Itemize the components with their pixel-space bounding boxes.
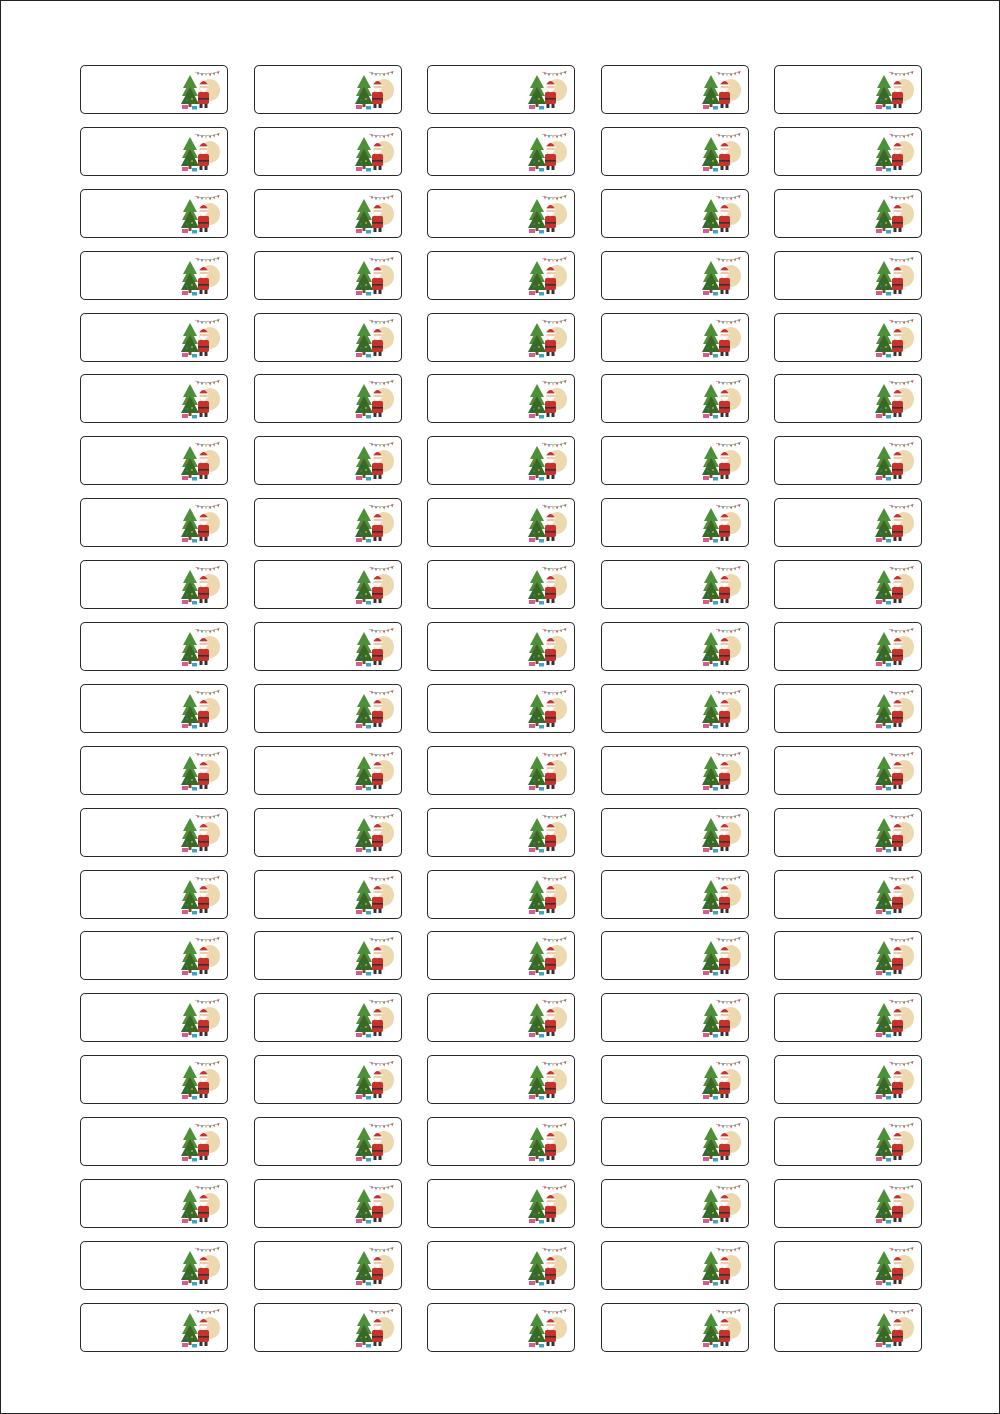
santa-christmas-tree-icon bbox=[702, 1244, 742, 1286]
address-label[interactable] bbox=[601, 746, 749, 795]
address-label[interactable] bbox=[601, 993, 749, 1042]
santa-christmas-tree-icon bbox=[181, 192, 221, 234]
address-label[interactable] bbox=[774, 808, 922, 857]
address-label[interactable] bbox=[80, 622, 228, 671]
santa-christmas-tree-icon bbox=[355, 316, 395, 358]
santa-christmas-tree-icon bbox=[528, 377, 568, 419]
santa-christmas-tree-icon bbox=[528, 68, 568, 110]
santa-christmas-tree-icon bbox=[702, 192, 742, 234]
santa-christmas-tree-icon bbox=[875, 1306, 915, 1348]
santa-christmas-tree-icon bbox=[355, 1244, 395, 1286]
santa-christmas-tree-icon bbox=[181, 1058, 221, 1100]
address-label[interactable] bbox=[601, 251, 749, 300]
santa-christmas-tree-icon bbox=[355, 934, 395, 976]
address-label[interactable] bbox=[80, 808, 228, 857]
santa-christmas-tree-icon bbox=[702, 1058, 742, 1100]
santa-christmas-tree-icon bbox=[528, 873, 568, 915]
santa-christmas-tree-icon bbox=[702, 316, 742, 358]
address-label[interactable] bbox=[427, 684, 575, 733]
address-label[interactable] bbox=[427, 931, 575, 980]
santa-christmas-tree-icon bbox=[875, 749, 915, 791]
address-label[interactable] bbox=[774, 1055, 922, 1104]
santa-christmas-tree-icon bbox=[528, 439, 568, 481]
santa-christmas-tree-icon bbox=[702, 501, 742, 543]
address-label[interactable] bbox=[254, 931, 402, 980]
santa-christmas-tree-icon bbox=[875, 934, 915, 976]
santa-christmas-tree-icon bbox=[528, 316, 568, 358]
address-label[interactable] bbox=[774, 1117, 922, 1166]
address-label[interactable] bbox=[427, 622, 575, 671]
santa-christmas-tree-icon bbox=[702, 687, 742, 729]
address-label[interactable] bbox=[254, 1055, 402, 1104]
address-label[interactable] bbox=[774, 622, 922, 671]
santa-christmas-tree-icon bbox=[355, 192, 395, 234]
santa-christmas-tree-icon bbox=[355, 130, 395, 172]
address-label[interactable] bbox=[80, 498, 228, 547]
santa-christmas-tree-icon bbox=[875, 1182, 915, 1224]
santa-christmas-tree-icon bbox=[702, 873, 742, 915]
address-label[interactable] bbox=[774, 684, 922, 733]
address-label[interactable] bbox=[601, 65, 749, 114]
address-label[interactable] bbox=[80, 436, 228, 485]
address-label[interactable] bbox=[427, 1117, 575, 1166]
address-label[interactable] bbox=[80, 746, 228, 795]
address-label[interactable] bbox=[774, 1303, 922, 1352]
address-label[interactable] bbox=[774, 993, 922, 1042]
santa-christmas-tree-icon bbox=[875, 501, 915, 543]
santa-christmas-tree-icon bbox=[181, 1306, 221, 1348]
address-label[interactable] bbox=[427, 870, 575, 919]
santa-christmas-tree-icon bbox=[702, 996, 742, 1038]
santa-christmas-tree-icon bbox=[528, 1120, 568, 1162]
santa-christmas-tree-icon bbox=[355, 254, 395, 296]
santa-christmas-tree-icon bbox=[875, 687, 915, 729]
santa-christmas-tree-icon bbox=[528, 687, 568, 729]
address-label[interactable] bbox=[80, 560, 228, 609]
santa-christmas-tree-icon bbox=[702, 749, 742, 791]
address-label[interactable] bbox=[774, 436, 922, 485]
address-label[interactable] bbox=[80, 127, 228, 176]
santa-christmas-tree-icon bbox=[875, 130, 915, 172]
address-label[interactable] bbox=[427, 436, 575, 485]
santa-christmas-tree-icon bbox=[355, 1182, 395, 1224]
santa-christmas-tree-icon bbox=[875, 192, 915, 234]
santa-christmas-tree-icon bbox=[355, 873, 395, 915]
address-label[interactable] bbox=[80, 993, 228, 1042]
address-label[interactable] bbox=[427, 1179, 575, 1228]
address-label[interactable] bbox=[601, 931, 749, 980]
santa-christmas-tree-icon bbox=[528, 501, 568, 543]
address-label[interactable] bbox=[601, 313, 749, 362]
address-label[interactable] bbox=[254, 65, 402, 114]
address-label[interactable] bbox=[80, 313, 228, 362]
santa-christmas-tree-icon bbox=[355, 687, 395, 729]
santa-christmas-tree-icon bbox=[181, 996, 221, 1038]
address-label[interactable] bbox=[427, 808, 575, 857]
santa-christmas-tree-icon bbox=[702, 1120, 742, 1162]
santa-christmas-tree-icon bbox=[875, 563, 915, 605]
santa-christmas-tree-icon bbox=[355, 501, 395, 543]
address-label[interactable] bbox=[427, 374, 575, 423]
address-label[interactable] bbox=[601, 1179, 749, 1228]
address-label[interactable] bbox=[774, 251, 922, 300]
address-label[interactable] bbox=[427, 65, 575, 114]
santa-christmas-tree-icon bbox=[355, 749, 395, 791]
santa-christmas-tree-icon bbox=[875, 316, 915, 358]
santa-christmas-tree-icon bbox=[875, 873, 915, 915]
santa-christmas-tree-icon bbox=[702, 934, 742, 976]
address-label[interactable] bbox=[254, 313, 402, 362]
santa-christmas-tree-icon bbox=[702, 130, 742, 172]
address-label[interactable] bbox=[427, 993, 575, 1042]
address-label[interactable] bbox=[254, 374, 402, 423]
santa-christmas-tree-icon bbox=[355, 563, 395, 605]
santa-christmas-tree-icon bbox=[875, 1244, 915, 1286]
santa-christmas-tree-icon bbox=[875, 254, 915, 296]
address-label[interactable] bbox=[601, 127, 749, 176]
santa-christmas-tree-icon bbox=[355, 1120, 395, 1162]
address-label[interactable] bbox=[254, 1117, 402, 1166]
address-label[interactable] bbox=[80, 1241, 228, 1290]
address-label[interactable] bbox=[254, 746, 402, 795]
address-label[interactable] bbox=[601, 189, 749, 238]
address-label[interactable] bbox=[254, 127, 402, 176]
address-label[interactable] bbox=[80, 870, 228, 919]
address-label[interactable] bbox=[80, 65, 228, 114]
address-label[interactable] bbox=[601, 374, 749, 423]
santa-christmas-tree-icon bbox=[528, 1182, 568, 1224]
santa-christmas-tree-icon bbox=[875, 439, 915, 481]
santa-christmas-tree-icon bbox=[181, 439, 221, 481]
santa-christmas-tree-icon bbox=[181, 316, 221, 358]
address-label[interactable] bbox=[254, 436, 402, 485]
santa-christmas-tree-icon bbox=[181, 1244, 221, 1286]
address-label[interactable] bbox=[774, 870, 922, 919]
address-label[interactable] bbox=[254, 560, 402, 609]
santa-christmas-tree-icon bbox=[355, 625, 395, 667]
santa-christmas-tree-icon bbox=[181, 873, 221, 915]
address-label[interactable] bbox=[254, 1179, 402, 1228]
santa-christmas-tree-icon bbox=[875, 377, 915, 419]
address-label[interactable] bbox=[601, 560, 749, 609]
label-grid bbox=[80, 65, 922, 1352]
address-label[interactable] bbox=[254, 498, 402, 547]
santa-christmas-tree-icon bbox=[875, 996, 915, 1038]
address-label[interactable] bbox=[254, 622, 402, 671]
santa-christmas-tree-icon bbox=[875, 68, 915, 110]
santa-christmas-tree-icon bbox=[702, 254, 742, 296]
address-label[interactable] bbox=[774, 560, 922, 609]
address-label[interactable] bbox=[427, 313, 575, 362]
santa-christmas-tree-icon bbox=[528, 563, 568, 605]
santa-christmas-tree-icon bbox=[528, 996, 568, 1038]
santa-christmas-tree-icon bbox=[181, 130, 221, 172]
santa-christmas-tree-icon bbox=[181, 749, 221, 791]
santa-christmas-tree-icon bbox=[355, 439, 395, 481]
santa-christmas-tree-icon bbox=[875, 1120, 915, 1162]
address-label[interactable] bbox=[427, 127, 575, 176]
address-label[interactable] bbox=[427, 1055, 575, 1104]
santa-christmas-tree-icon bbox=[528, 811, 568, 853]
address-label[interactable] bbox=[774, 1241, 922, 1290]
address-label[interactable] bbox=[80, 251, 228, 300]
address-label[interactable] bbox=[774, 374, 922, 423]
address-label[interactable] bbox=[774, 1179, 922, 1228]
santa-christmas-tree-icon bbox=[702, 625, 742, 667]
address-label[interactable] bbox=[427, 746, 575, 795]
santa-christmas-tree-icon bbox=[355, 1058, 395, 1100]
address-label[interactable] bbox=[80, 931, 228, 980]
address-label[interactable] bbox=[80, 1179, 228, 1228]
santa-christmas-tree-icon bbox=[355, 811, 395, 853]
address-label[interactable] bbox=[254, 189, 402, 238]
address-label[interactable] bbox=[80, 1055, 228, 1104]
address-label[interactable] bbox=[774, 313, 922, 362]
santa-christmas-tree-icon bbox=[702, 439, 742, 481]
address-label[interactable] bbox=[601, 1241, 749, 1290]
santa-christmas-tree-icon bbox=[181, 68, 221, 110]
santa-christmas-tree-icon bbox=[181, 811, 221, 853]
address-label[interactable] bbox=[774, 931, 922, 980]
address-label[interactable] bbox=[254, 993, 402, 1042]
address-label[interactable] bbox=[774, 498, 922, 547]
address-label[interactable] bbox=[254, 251, 402, 300]
address-label[interactable] bbox=[427, 251, 575, 300]
santa-christmas-tree-icon bbox=[528, 1306, 568, 1348]
address-label[interactable] bbox=[427, 1241, 575, 1290]
santa-christmas-tree-icon bbox=[702, 1182, 742, 1224]
address-label[interactable] bbox=[254, 1241, 402, 1290]
address-label[interactable] bbox=[254, 808, 402, 857]
santa-christmas-tree-icon bbox=[181, 563, 221, 605]
address-label[interactable] bbox=[427, 498, 575, 547]
santa-christmas-tree-icon bbox=[528, 749, 568, 791]
santa-christmas-tree-icon bbox=[181, 1120, 221, 1162]
santa-christmas-tree-icon bbox=[355, 1306, 395, 1348]
santa-christmas-tree-icon bbox=[702, 1306, 742, 1348]
santa-christmas-tree-icon bbox=[181, 1182, 221, 1224]
santa-christmas-tree-icon bbox=[702, 377, 742, 419]
address-label[interactable] bbox=[254, 1303, 402, 1352]
santa-christmas-tree-icon bbox=[702, 68, 742, 110]
santa-christmas-tree-icon bbox=[355, 68, 395, 110]
address-label[interactable] bbox=[601, 622, 749, 671]
santa-christmas-tree-icon bbox=[181, 501, 221, 543]
address-label[interactable] bbox=[254, 684, 402, 733]
address-label[interactable] bbox=[774, 746, 922, 795]
santa-christmas-tree-icon bbox=[702, 563, 742, 605]
santa-christmas-tree-icon bbox=[181, 934, 221, 976]
santa-christmas-tree-icon bbox=[875, 1058, 915, 1100]
santa-christmas-tree-icon bbox=[181, 687, 221, 729]
address-label[interactable] bbox=[601, 1055, 749, 1104]
address-label[interactable] bbox=[80, 684, 228, 733]
santa-christmas-tree-icon bbox=[528, 254, 568, 296]
santa-christmas-tree-icon bbox=[528, 130, 568, 172]
address-label[interactable] bbox=[80, 1117, 228, 1166]
santa-christmas-tree-icon bbox=[528, 1058, 568, 1100]
santa-christmas-tree-icon bbox=[181, 377, 221, 419]
address-label[interactable] bbox=[254, 870, 402, 919]
address-label[interactable] bbox=[427, 189, 575, 238]
santa-christmas-tree-icon bbox=[528, 625, 568, 667]
address-label[interactable] bbox=[80, 1303, 228, 1352]
address-label[interactable] bbox=[80, 374, 228, 423]
address-label[interactable] bbox=[427, 1303, 575, 1352]
address-label[interactable] bbox=[427, 560, 575, 609]
santa-christmas-tree-icon bbox=[875, 811, 915, 853]
address-label[interactable] bbox=[774, 127, 922, 176]
address-label[interactable] bbox=[601, 1117, 749, 1166]
address-label[interactable] bbox=[601, 1303, 749, 1352]
address-label[interactable] bbox=[601, 684, 749, 733]
santa-christmas-tree-icon bbox=[355, 377, 395, 419]
address-label[interactable] bbox=[80, 189, 228, 238]
santa-christmas-tree-icon bbox=[181, 625, 221, 667]
santa-christmas-tree-icon bbox=[528, 934, 568, 976]
santa-christmas-tree-icon bbox=[702, 811, 742, 853]
santa-christmas-tree-icon bbox=[875, 625, 915, 667]
santa-christmas-tree-icon bbox=[528, 1244, 568, 1286]
address-label[interactable] bbox=[601, 870, 749, 919]
santa-christmas-tree-icon bbox=[355, 996, 395, 1038]
address-label[interactable] bbox=[774, 65, 922, 114]
address-label[interactable] bbox=[601, 808, 749, 857]
address-label[interactable] bbox=[601, 498, 749, 547]
santa-christmas-tree-icon bbox=[528, 192, 568, 234]
address-label[interactable] bbox=[774, 189, 922, 238]
address-label[interactable] bbox=[601, 436, 749, 485]
santa-christmas-tree-icon bbox=[181, 254, 221, 296]
